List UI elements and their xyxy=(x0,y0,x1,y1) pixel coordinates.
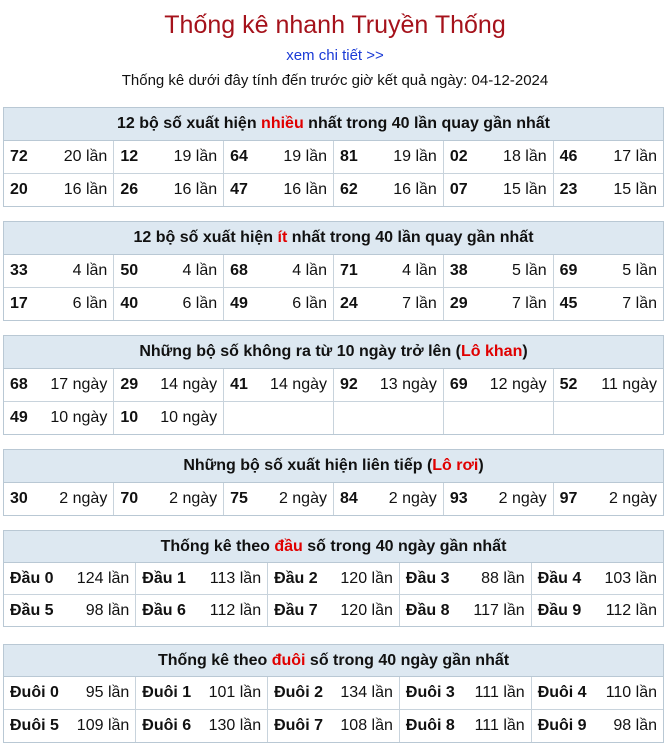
stat-number: 07 xyxy=(449,181,468,198)
stat-number: 30 xyxy=(10,490,28,507)
stat-cell xyxy=(333,369,443,402)
stat-cell xyxy=(4,563,136,595)
stat-number: 20 xyxy=(10,181,28,198)
stat-count: 2 ngày xyxy=(388,490,437,507)
heading-text: ) xyxy=(478,457,484,474)
stat-count: 113 lần xyxy=(209,569,262,587)
heading-text: 12 bộ số xuất hiện xyxy=(117,115,262,132)
stat-cell xyxy=(268,595,400,627)
stat-number: Đuôi 6 xyxy=(142,717,192,734)
stat-number: 46 xyxy=(559,148,578,165)
stat-count: 20 lần xyxy=(63,148,108,165)
panel-heading xyxy=(4,645,663,677)
stat-cell xyxy=(443,255,553,288)
stat-count: 112 lần xyxy=(209,601,262,619)
stat-number: 81 xyxy=(339,148,358,165)
stat-number: 45 xyxy=(559,295,578,312)
stat-count: 5 lần xyxy=(622,262,657,279)
heading-highlight: Lô khan xyxy=(461,343,523,360)
stat-count: 16 lần xyxy=(283,181,327,198)
stat-cell xyxy=(4,288,114,321)
stat-number: 70 xyxy=(120,490,139,507)
stat-cell xyxy=(553,255,663,288)
table-row xyxy=(4,483,663,515)
stat-cell xyxy=(333,288,443,321)
stat-count: 111 lần xyxy=(474,684,525,701)
stat-count: 95 lần xyxy=(85,684,130,701)
stat-count: 15 lần xyxy=(613,181,657,198)
heading-text: Thống kê theo xyxy=(160,538,275,555)
stat-cell xyxy=(4,595,136,627)
table-row xyxy=(4,677,663,710)
stat-count: 130 lần xyxy=(208,717,262,734)
stat-number: 41 xyxy=(230,376,248,393)
stat-number: 33 xyxy=(10,262,28,279)
stat-count: 120 lần xyxy=(340,601,393,619)
table-row xyxy=(4,402,663,435)
dau-panel xyxy=(3,530,664,627)
duoi-panel xyxy=(3,644,664,743)
stat-number: Đuôi 1 xyxy=(142,684,192,701)
stat-number: 62 xyxy=(339,181,358,198)
stat-cell xyxy=(531,710,663,743)
stat-number: 29 xyxy=(120,376,139,393)
heading-highlight: Lô rơi xyxy=(432,457,479,474)
stat-cell xyxy=(224,174,334,207)
stat-number: 49 xyxy=(10,409,28,426)
stat-cell xyxy=(136,563,268,595)
stat-number: Đuôi 8 xyxy=(405,717,455,734)
stat-cell xyxy=(443,369,553,402)
stat-number: 71 xyxy=(339,262,358,279)
stat-count: 110 lần xyxy=(605,684,657,701)
stat-count: 98 lần xyxy=(613,717,657,734)
page-subtitle: Thống kê dưới đây tính đến trước giờ kết quả ngày: 04-12-2024 xyxy=(121,72,549,89)
stat-count: 14 ngày xyxy=(270,376,327,393)
stat-number: 97 xyxy=(559,490,578,507)
stat-cell xyxy=(114,141,224,174)
stat-count: 17 ngày xyxy=(50,376,108,393)
stat-cell xyxy=(224,369,334,402)
stat-number: Đầu 3 xyxy=(405,569,450,587)
stat-number: 68 xyxy=(230,262,248,279)
stat-count: 7 lần xyxy=(402,295,437,312)
stat-cell xyxy=(443,483,553,515)
stat-number: 10 xyxy=(120,409,139,426)
stat-number: Đầu 4 xyxy=(537,569,582,587)
table-row xyxy=(4,369,663,402)
stat-count: 10 ngày xyxy=(160,409,218,426)
stat-number: 84 xyxy=(339,490,358,507)
table-row xyxy=(4,174,663,207)
stat-cell xyxy=(224,483,334,515)
stat-number: 92 xyxy=(339,376,358,393)
heading-text: số trong 40 ngày gần nhất xyxy=(302,538,507,555)
stat-number: Đầu 7 xyxy=(274,601,318,619)
stat-count: 108 lần xyxy=(340,717,393,734)
panel-heading xyxy=(4,222,663,255)
stats-table xyxy=(4,369,663,434)
stats-table xyxy=(4,563,663,626)
stat-cell xyxy=(4,483,114,515)
heading-text: số trong 40 ngày gần nhất xyxy=(305,652,510,669)
heading-highlight: đầu xyxy=(274,538,303,555)
stat-count: 134 lần xyxy=(340,684,393,701)
stat-cell xyxy=(553,141,663,174)
stat-count: 4 lần xyxy=(402,262,437,279)
stat-cell xyxy=(531,563,663,595)
panel-heading xyxy=(4,336,663,369)
heading-text: Những bộ số xuất hiện liên tiếp ( xyxy=(183,457,433,474)
stat-count: 2 ngày xyxy=(169,490,218,507)
stat-count: 6 lần xyxy=(72,295,108,312)
stat-count: 4 lần xyxy=(292,262,327,279)
stat-cell xyxy=(224,141,334,174)
stat-count: 6 lần xyxy=(182,295,218,312)
stat-number: Đuôi 9 xyxy=(537,717,587,734)
heading-text: nhất trong 40 lần quay gần nhất xyxy=(303,115,550,132)
heading-text: ) xyxy=(522,343,528,360)
stat-number: 29 xyxy=(449,295,468,312)
stat-number: 68 xyxy=(10,376,28,393)
details-link[interactable]: xem chi tiết >> xyxy=(286,47,384,64)
stat-count: 111 lần xyxy=(474,717,525,734)
stat-cell xyxy=(4,141,114,174)
stat-number: 47 xyxy=(230,181,248,198)
stat-count: 7 lần xyxy=(622,295,657,312)
stat-cell xyxy=(553,288,663,321)
stat-count: 98 lần xyxy=(85,601,130,619)
stat-count: 5 lần xyxy=(511,262,547,279)
stat-count: 19 lần xyxy=(173,148,218,165)
stat-count: 19 lần xyxy=(393,148,437,165)
stat-count: 2 ngày xyxy=(278,490,327,507)
stat-number: 49 xyxy=(230,295,248,312)
stat-number: Đầu 9 xyxy=(537,601,582,619)
stat-cell xyxy=(114,288,224,321)
stat-cell xyxy=(268,677,400,710)
stat-cell xyxy=(136,595,268,627)
stat-cell xyxy=(4,677,136,710)
table-row xyxy=(4,141,663,174)
stat-cell xyxy=(4,402,114,435)
stat-number: 38 xyxy=(449,262,468,279)
stat-number: 52 xyxy=(559,376,578,393)
stat-number: Đầu 2 xyxy=(274,569,318,587)
stat-count: 7 lần xyxy=(511,295,547,312)
stat-cell xyxy=(224,402,334,435)
most-frequent-panel xyxy=(3,107,664,207)
stat-count: 120 lần xyxy=(340,569,393,587)
table-row xyxy=(4,255,663,288)
stat-count: 117 lần xyxy=(473,601,525,619)
stat-number: Đuôi 3 xyxy=(405,684,455,701)
stat-cell xyxy=(114,255,224,288)
stat-cell xyxy=(268,563,400,595)
stat-count: 101 lần xyxy=(208,684,262,701)
stats-table xyxy=(4,141,663,206)
stat-count: 109 lần xyxy=(76,717,130,734)
stat-number: 26 xyxy=(120,181,139,198)
stat-number: 72 xyxy=(10,148,28,165)
stat-cell xyxy=(4,710,136,743)
stat-count: 13 ngày xyxy=(379,376,437,393)
stat-number: 64 xyxy=(230,148,248,165)
stat-count: 16 lần xyxy=(173,181,218,198)
stat-number: Đuôi 2 xyxy=(274,684,323,701)
stat-number: 69 xyxy=(559,262,578,279)
least-frequent-panel xyxy=(3,221,664,321)
stat-number: Đuôi 4 xyxy=(537,684,587,701)
stat-cell xyxy=(399,595,531,627)
stat-cell xyxy=(114,402,224,435)
stat-count: 88 lần xyxy=(481,569,525,587)
stat-number: Đầu 0 xyxy=(10,569,54,587)
stat-cell xyxy=(4,174,114,207)
stat-count: 103 lần xyxy=(604,569,657,587)
stat-count: 112 lần xyxy=(605,601,657,619)
stat-number: Đầu 6 xyxy=(142,601,186,619)
stat-count: 6 lần xyxy=(292,295,327,312)
stat-count: 16 lần xyxy=(63,181,108,198)
page-title: Thống kê nhanh Truyền Thống xyxy=(164,11,506,39)
stat-number: 02 xyxy=(449,148,468,165)
stat-count: 124 lần xyxy=(76,569,130,587)
stat-count: 14 ngày xyxy=(160,376,218,393)
lo-khan-panel xyxy=(3,335,664,435)
stat-cell xyxy=(114,369,224,402)
heading-text: nhất trong 40 lần quay gần nhất xyxy=(287,229,534,246)
stat-count: 16 lần xyxy=(393,181,437,198)
panel-heading xyxy=(4,531,663,563)
stats-table xyxy=(4,255,663,320)
stat-cell xyxy=(333,483,443,515)
table-row xyxy=(4,288,663,321)
heading-text: Thống kê theo xyxy=(157,652,272,669)
stat-cell xyxy=(443,288,553,321)
stat-cell xyxy=(531,677,663,710)
stat-cell xyxy=(553,402,663,435)
stat-count: 12 ngày xyxy=(489,376,547,393)
stat-cell xyxy=(443,141,553,174)
heading-highlight: đuôi xyxy=(271,652,306,669)
stat-count: 2 ngày xyxy=(59,490,108,507)
stat-number: 17 xyxy=(10,295,28,312)
stat-count: 10 ngày xyxy=(50,409,108,426)
stat-cell xyxy=(399,710,531,743)
stat-number: 75 xyxy=(230,490,248,507)
stat-cell xyxy=(268,710,400,743)
heading-highlight: nhiều xyxy=(261,115,304,132)
stat-number: 50 xyxy=(120,262,139,279)
stat-count: 11 ngày xyxy=(601,376,657,393)
stat-number: Đuôi 0 xyxy=(10,684,59,701)
stat-cell xyxy=(4,255,114,288)
stat-count: 2 ngày xyxy=(498,490,547,507)
stat-cell xyxy=(531,595,663,627)
stat-cell xyxy=(333,141,443,174)
stat-count: 18 lần xyxy=(503,148,547,165)
stat-cell xyxy=(553,483,663,515)
stat-cell xyxy=(114,483,224,515)
stat-count: 19 lần xyxy=(283,148,327,165)
stats-table xyxy=(4,677,663,742)
stat-cell xyxy=(4,369,114,402)
heading-text: 12 bộ số xuất hiện xyxy=(133,229,278,246)
stat-cell xyxy=(333,255,443,288)
stat-cell xyxy=(224,288,334,321)
table-row xyxy=(4,563,663,595)
stat-number: 23 xyxy=(559,181,578,198)
stat-cell xyxy=(399,677,531,710)
stat-cell xyxy=(224,255,334,288)
stat-number: Đầu 1 xyxy=(142,569,186,587)
stat-count: 15 lần xyxy=(503,181,547,198)
stat-cell xyxy=(443,402,553,435)
table-row xyxy=(4,595,663,627)
panel-heading xyxy=(4,108,663,141)
page-header xyxy=(0,0,670,91)
stat-number: Đuôi 5 xyxy=(10,717,59,734)
stat-count: 2 ngày xyxy=(608,490,657,507)
stat-number: Đuôi 7 xyxy=(274,717,323,734)
stat-cell xyxy=(443,174,553,207)
stat-count: 17 lần xyxy=(613,148,657,165)
heading-text: Những bộ số không ra từ 10 ngày trở lên ( xyxy=(139,343,461,360)
stat-cell xyxy=(114,174,224,207)
stat-cell xyxy=(399,563,531,595)
panel-heading xyxy=(4,450,663,483)
stat-number: 40 xyxy=(120,295,139,312)
stat-cell xyxy=(553,369,663,402)
stat-number: Đầu 5 xyxy=(10,601,54,619)
stats-table xyxy=(4,483,663,515)
stat-count: 4 lần xyxy=(72,262,108,279)
stat-cell xyxy=(136,710,268,743)
stat-count: 4 lần xyxy=(182,262,218,279)
table-row xyxy=(4,710,663,743)
stat-cell xyxy=(553,174,663,207)
heading-highlight: ít xyxy=(277,229,288,246)
stat-number: 24 xyxy=(339,295,358,312)
stat-cell xyxy=(136,677,268,710)
stat-number: Đầu 8 xyxy=(405,601,450,619)
lo-roi-panel xyxy=(3,449,664,516)
stat-number: 93 xyxy=(449,490,468,507)
stat-number: 69 xyxy=(449,376,468,393)
stat-number: 12 xyxy=(120,148,139,165)
stat-cell xyxy=(333,174,443,207)
stat-cell xyxy=(333,402,443,435)
